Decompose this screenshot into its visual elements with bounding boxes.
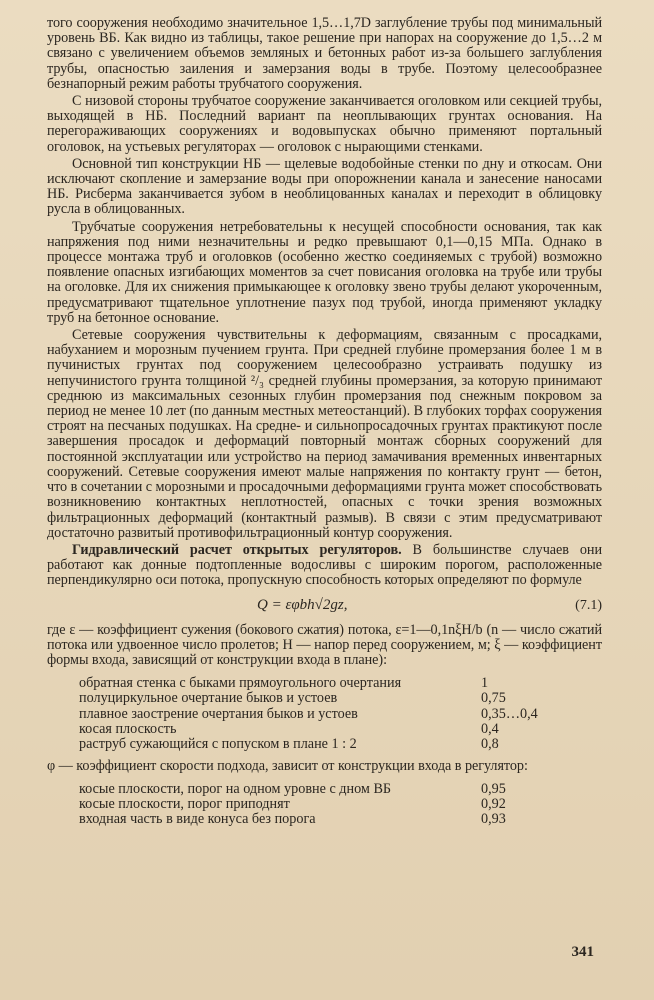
formula-7-1 xyxy=(47,593,602,619)
phi-coefficient-list xyxy=(47,782,602,828)
list-item: косые плоскости, порог на одном уровне с дном ВБ 0,95 xyxy=(79,780,506,797)
list-item: обратная стенка с быками прямоугольного очертания 1 xyxy=(79,675,489,692)
epsilon-definition: где ε — коэффициент сужения (бокового сжатия) потока, ε=1—0,1nξH/b (n — число сжатий потока или удвоенное число пролетов; H — напор перед сооружением, м; ξ — коэффициент формы входа, зависящий от конструкции входа в плане): xyxy=(47,621,602,668)
list-item: входная часть в виде конуса без порога 0,93 xyxy=(79,811,506,828)
formula-number: (7.1) xyxy=(575,597,602,613)
page-number: 341 xyxy=(571,944,594,960)
paragraph-4: Трубчатые сооружения нетребовательны к несущей способности основания, так как напряжения под ними незначительны и редко превышают 0,1—0,15 МПа. Однако в процессе монтажа труб и оголовков (особенно жестко соединяемых с трубой) возможно появление опасных изгибающих моментов за счет повисания оголовка на трубе или трубы на оголовке. Для их снижения примыкающее к оголовку звено трубы делают укороченным, предусматривают тщательное уплотнение пазух под трубой, иногда применяют укладку труб на бетонное основание. xyxy=(47,218,602,326)
paragraph-3: Основной тип конструкции НБ — щелевые водобойные стенки по дну и откосам. Они исключают скопление и замерзание воды при опорожнении канала и занесение наносами НБ. Рисберма заканчивается зубом в необлицованных каналах и переходит в облицовку русла в облицованных. xyxy=(47,155,602,218)
list-item: косая плоскость 0,4 xyxy=(79,721,499,738)
formula-expression: Q = εφbh√2gz, xyxy=(257,596,348,613)
hydraulic-paragraph xyxy=(47,543,602,589)
hydraulic-text: В большинстве случаев они работают как донные подтопленные водосливы с широким порогом, расположенные перпендикулярно оси потока, пропускную способность которых определяют по формуле xyxy=(47,541,602,589)
xi-coefficient-list xyxy=(47,676,602,752)
section-heading: Гидравлический расчет открытых регуляторов. xyxy=(72,541,402,558)
paragraph-1: того сооружения необходимо значительное 1,5…1,7D заглубление трубы под минимальный уровень ВБ. Как видно из таблицы, такое решение при напорах на сооружение до 1,5…2 м связано с увеличением объемов земляных и бетонных работ из-за большего заглубления трубы, опасностью заиления и замерзания воды в трубе. Поэтому целесообразнее безнапорный режим работы трубчатого сооружения. xyxy=(47,15,602,92)
paragraph-2: С низовой стороны трубчатое сооружение заканчивается оголовком или секцией трубы, выходящей в НБ. Последний вариант па неоплывающих грунтах основания. На перегораживающих сооружениях и водовыпусках обычно применяют портальный оголовок, на устьевых регуляторах — оголовок с нырающими стенками. xyxy=(47,93,602,155)
paragraph-5: Сетевые сооружения чувствительны к деформациям, связанным с просадками, набуханием и морозным пучением грунта. При средней глубине промерзания более 1 м в пучинистых грунтах под сооружением целесообразно устраивать подушку из непучинистого грунта толщиной ²/₃ средней глубины промерзания, за которую принимают среднюю из максимальных сезонных глубин промерзания под снежным покровом за период не менее 10 лет (по данным местных метеостанций). В глубоких торфах сооружения строят на песчаных подушках. На средне- и сильнопросадочных грунтах практикуют после завершения просадок и деформаций повторный монтаж сборных сооружений для постоянной эксплуатации или устройство на период замачивания временных инвентарных сооружений. Сетевые сооружения имеют малые напряжения по контакту грунт — бетон, что в сочетании с морозными и просадочными деформациями грунта может способствовать возникновению контактных неплотностей, опасных с точки зрения возможных фильтрационных деформаций (контактный размыв). В связи с этим предусматривают достаточно развитый противофильтрационный контур сооружения. xyxy=(47,327,602,541)
phi-definition: φ — коэффициент скорости подхода, зависит от конструкции входа в регулятор: xyxy=(47,757,528,774)
list-item: плавное заострение очертания быков и устоев 0,35…0,4 xyxy=(79,705,538,722)
list-item: полуциркульное очертание быков и устоев 0,75 xyxy=(79,690,506,707)
list-item: раструб сужающийся с попуском в плане 1 : 2 0,8 xyxy=(79,736,499,753)
list-item: косые плоскости, порог приподнят 0,92 xyxy=(79,796,506,813)
